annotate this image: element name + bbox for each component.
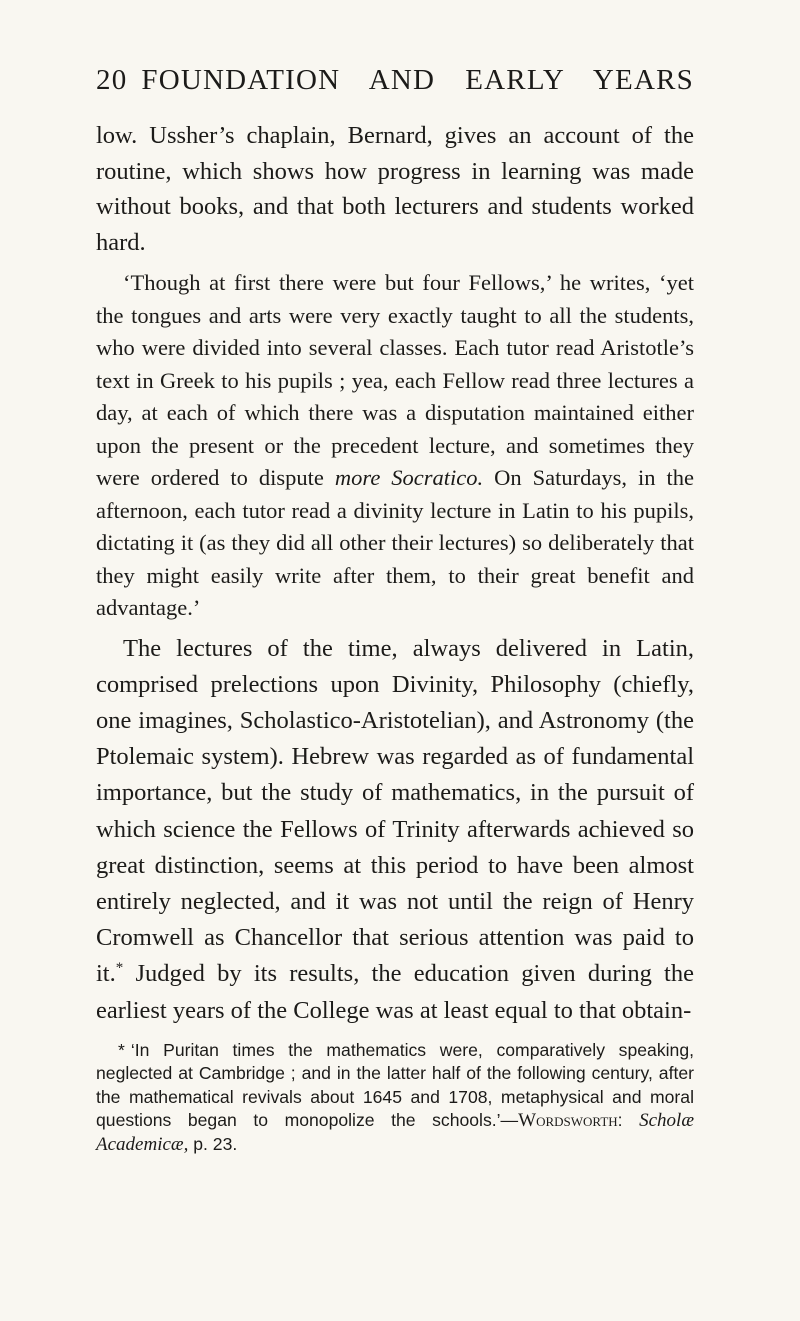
paragraph-opening bbox=[96, 118, 694, 260]
footnote-reference: * bbox=[115, 960, 124, 977]
footnote-work-title: Scholæ Academicæ, bbox=[96, 1110, 694, 1155]
lectures-text-part-2: Judged by its results, the education given during the earliest years of the College was at least equal to that obtain- bbox=[96, 960, 694, 1024]
chapter-title: FOUNDATION AND EARLY YEARS bbox=[141, 64, 694, 96]
footnote-colon: : bbox=[617, 1110, 623, 1131]
quotation-italic-phrase: more Socratico. bbox=[334, 465, 484, 490]
paragraph-lectures bbox=[96, 631, 694, 1029]
paragraph-quotation bbox=[96, 267, 694, 625]
lectures-text-part-1: The lectures of the time, always delivered in Latin, comprised prelections upon Divinity, Philosophy (chiefly, one imagines, Scholastico-Aristotelian), and Astronomy (the Ptolemaic system). Hebrew was regarded as of fundamental importance, but the study of mathematics, in the pursuit of which science the Fellows of Trinity afterwards achieved so great distinction, seems at this period to have been almost entirely neglected, and it was not until the reign of Henry Cromwell as Chancellor that serious attention was paid to it. bbox=[96, 634, 694, 988]
running-head bbox=[96, 64, 694, 104]
footnote-author: Wordsworth bbox=[518, 1110, 618, 1132]
quotation-text-part-2: On Saturdays, in the afternoon, each tutor read a divinity lecture in Latin to his pupils, dictating it (as they did all other their lectures) so deliberately that they might easily write after them, to their great benefit and advantage.’ bbox=[96, 465, 695, 620]
book-page bbox=[96, 64, 694, 1174]
page-number: 20 bbox=[96, 64, 128, 96]
footnote-page-ref: p. 23. bbox=[193, 1133, 238, 1154]
footnote-mark: * bbox=[118, 1039, 125, 1060]
footnote-text: ‘In Puritan times the mathematics were, comparatively speaking, neglected at Cambridge ; and in the latter half of the following century, after the mathematical revivals about 1645 and 1708, metaphysical and moral questions began to monopolize the schools.’— bbox=[96, 1039, 694, 1131]
paragraph-opening-text: low. Ussher’s chaplain, Bernard, gives an account of the routine, which shows how progress in learning was made without books, and that both lecturers and students worked hard. bbox=[96, 122, 694, 256]
quotation-text-part-1: ‘Though at first there were but four Fellows,’ he writes, ‘yet the tongues and arts were very exactly taught to all the students, who were divided into several classes. Each tutor read Aristotle’s text in Greek to his pupils ; yea, each Fellow read three lectures a day, at each of which there was a disputation maintained either upon the present or the precedent lecture, and sometimes they were ordered to dispute bbox=[96, 270, 694, 490]
footnote bbox=[96, 1039, 694, 1157]
